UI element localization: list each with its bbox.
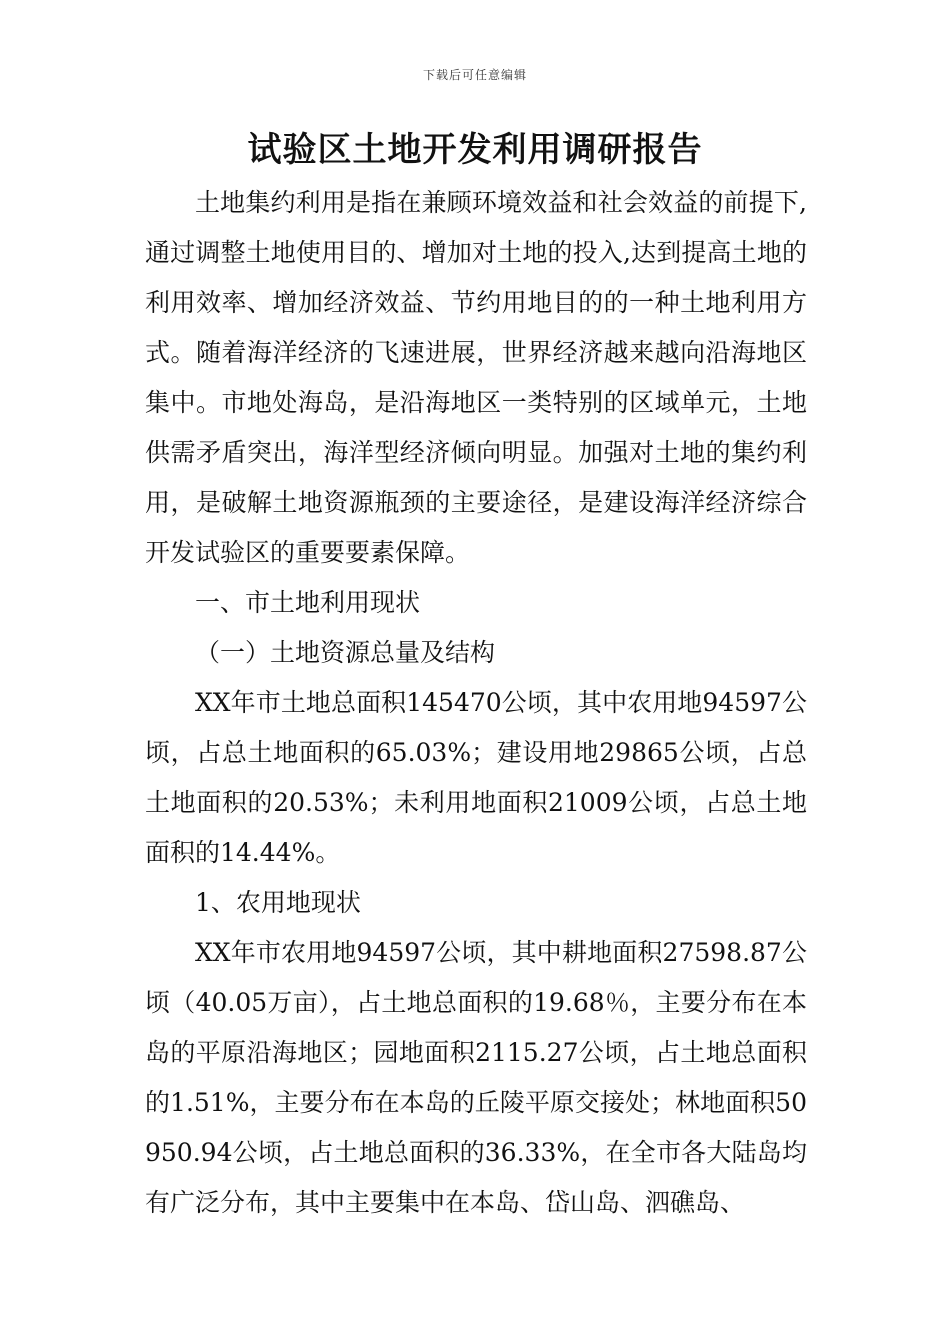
item-heading-1: 1、农用地现状 <box>195 888 361 917</box>
document-title: 试验区土地开发利用调研报告 <box>247 130 703 170</box>
header-note: 下载后可任意编辑 <box>422 68 527 82</box>
land-total-paragraph: XX年市土地总面积145470公顷，其中农用地94597公顷，占总土地面积的65.03%；建设用地29865公顷，占总土地面积的20.53%；未利用地面积21009公顷，占总土地面积的14.44%。 <box>145 688 807 867</box>
intro-paragraph: 土地集约利用是指在兼顾环境效益和社会效益的前提下,通过调整土地使用目的、增加对土地的投入,达到提高土地的利用效率、增加经济效益、节约用地目的的一种土地利用方式。随着海洋经济的飞速进展，世界经济越来越向沿海地区集中。市地处海岛，是沿海地区一类特别的区域单元，土地供需矛盾突出，海洋型经济倾向明显。加强对土地的集约利用，是破解土地资源瓶颈的主要途径，是建设海洋经济综合开发试验区的重要要素保障。 <box>145 188 807 567</box>
subsection-heading-1: （一）土地资源总量及结构 <box>195 638 496 667</box>
document-body <box>145 178 807 1228</box>
section-heading-1: 一、市土地利用现状 <box>195 588 421 617</box>
farmland-paragraph: XX年市农用地94597公顷，其中耕地面积27598.87公顷（40.05万亩），占土地总面积的19.68％，主要分布在本岛的平原沿海地区；园地面积2115.27公顷，占土地总面积的1.51%，主要分布在本岛的丘陵平原交接处；林地面积50950.94公顷，占土地总面积的36.33%，在全市各大陆岛均有广泛分布，其中主要集中在本岛、岱山岛、泗礁岛、 <box>145 938 807 1217</box>
